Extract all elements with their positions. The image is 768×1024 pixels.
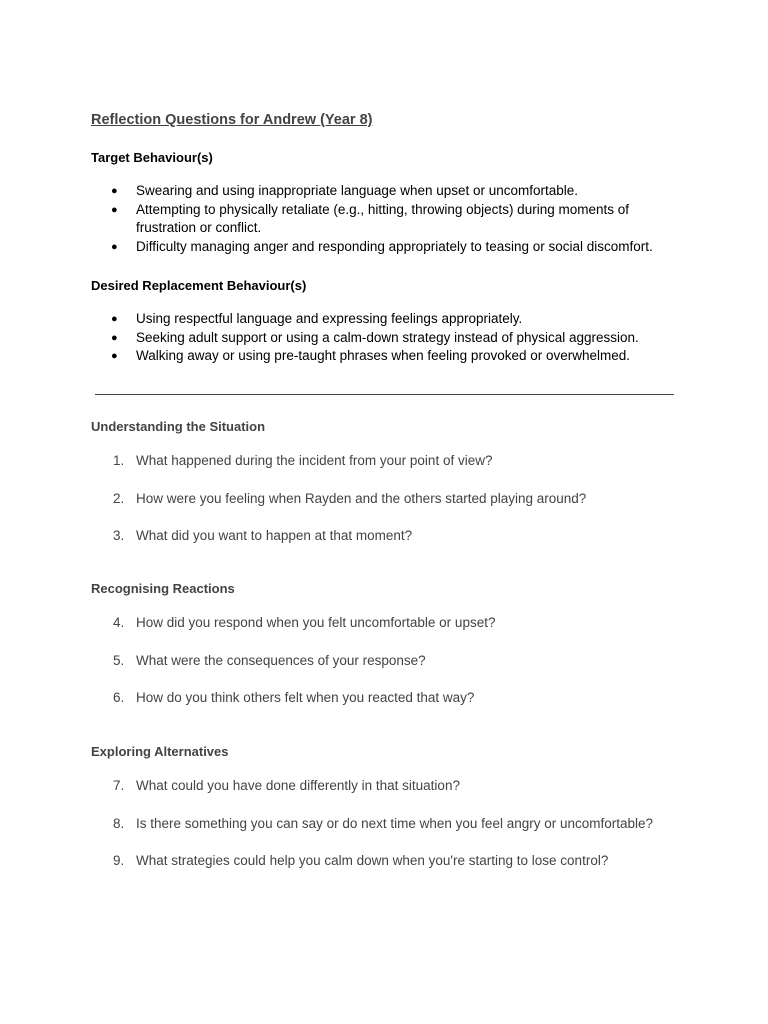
question-number: 2. [113,490,125,506]
target-behaviours-heading: Target Behaviour(s) [91,150,213,165]
list-item: ● Swearing and using inappropriate language when upset or uncomfortable. [91,182,681,201]
question-number: 3. [113,528,125,543]
horizontal-divider [95,394,674,395]
replacement-behaviours-heading: Desired Replacement Behaviour(s) [91,278,307,293]
section-heading-exploring: Exploring Alternatives [91,744,229,759]
question-item [91,614,691,632]
question-number: 8. [113,815,125,831]
document-title: Reflection Questions for Andrew (Year 8) [91,112,373,128]
question-list-exploring [91,777,691,890]
question-item [91,689,691,707]
question-item [91,452,691,470]
question-number: 4. [113,615,125,630]
question-number: 5. [113,652,125,668]
question-text: What could you have done differently in that situation? [136,778,460,793]
question-item [91,527,691,545]
question-text: Is there something you can say or do next time when you feel angry or uncomfortable? [136,815,654,831]
bullet-icon: ● [111,185,118,197]
bullet-icon: ● [111,203,118,216]
question-number: 7. [113,778,125,793]
target-behaviours-list [91,182,681,257]
section-heading-recognising: Recognising Reactions [91,581,235,596]
bullet-icon: ● [111,241,118,254]
question-text: What strategies could help you calm down when you're starting to lose control? [136,853,609,868]
question-list-recognising [91,614,691,727]
list-item: ● Seeking adult support or using a calm-down strategy instead of physical aggression. [91,329,681,348]
list-item: ● Difficulty managing anger and responding appropriately to teasing or social discomfort. [91,238,681,257]
question-text: How were you feeling when Rayden and the others started playing around? [136,490,587,506]
question-item [91,852,691,870]
question-text: What were the consequences of your response? [136,652,426,668]
list-item: ● Attempting to physically retaliate (e.g., hitting, throwing objects) during moments of frustration or conflict. [111,201,629,236]
question-item [91,815,691,833]
bullet-icon: ● [111,350,118,363]
question-item [91,777,691,795]
question-number: 9. [113,853,125,868]
list-item: ● Using respectful language and expressing feelings appropriately. [91,310,681,329]
bullet-icon: ● [111,331,118,344]
question-number: 6. [113,690,125,705]
question-text: How did you respond when you felt uncomfortable or upset? [136,615,496,630]
section-heading-understanding: Understanding the Situation [91,419,266,434]
question-text: How do you think others felt when you reacted that way? [136,690,475,705]
question-list-understanding [91,452,691,565]
question-number: 1. [113,453,125,468]
replacement-behaviours-list [91,310,681,366]
question-item [91,652,691,670]
question-text: What happened during the incident from your point of view? [136,453,493,468]
question-text: What did you want to happen at that moment? [136,528,413,543]
bullet-icon: ● [111,313,118,325]
list-item: ● Walking away or using pre-taught phrases when feeling provoked or overwhelmed. [91,347,681,366]
question-item [91,490,691,508]
